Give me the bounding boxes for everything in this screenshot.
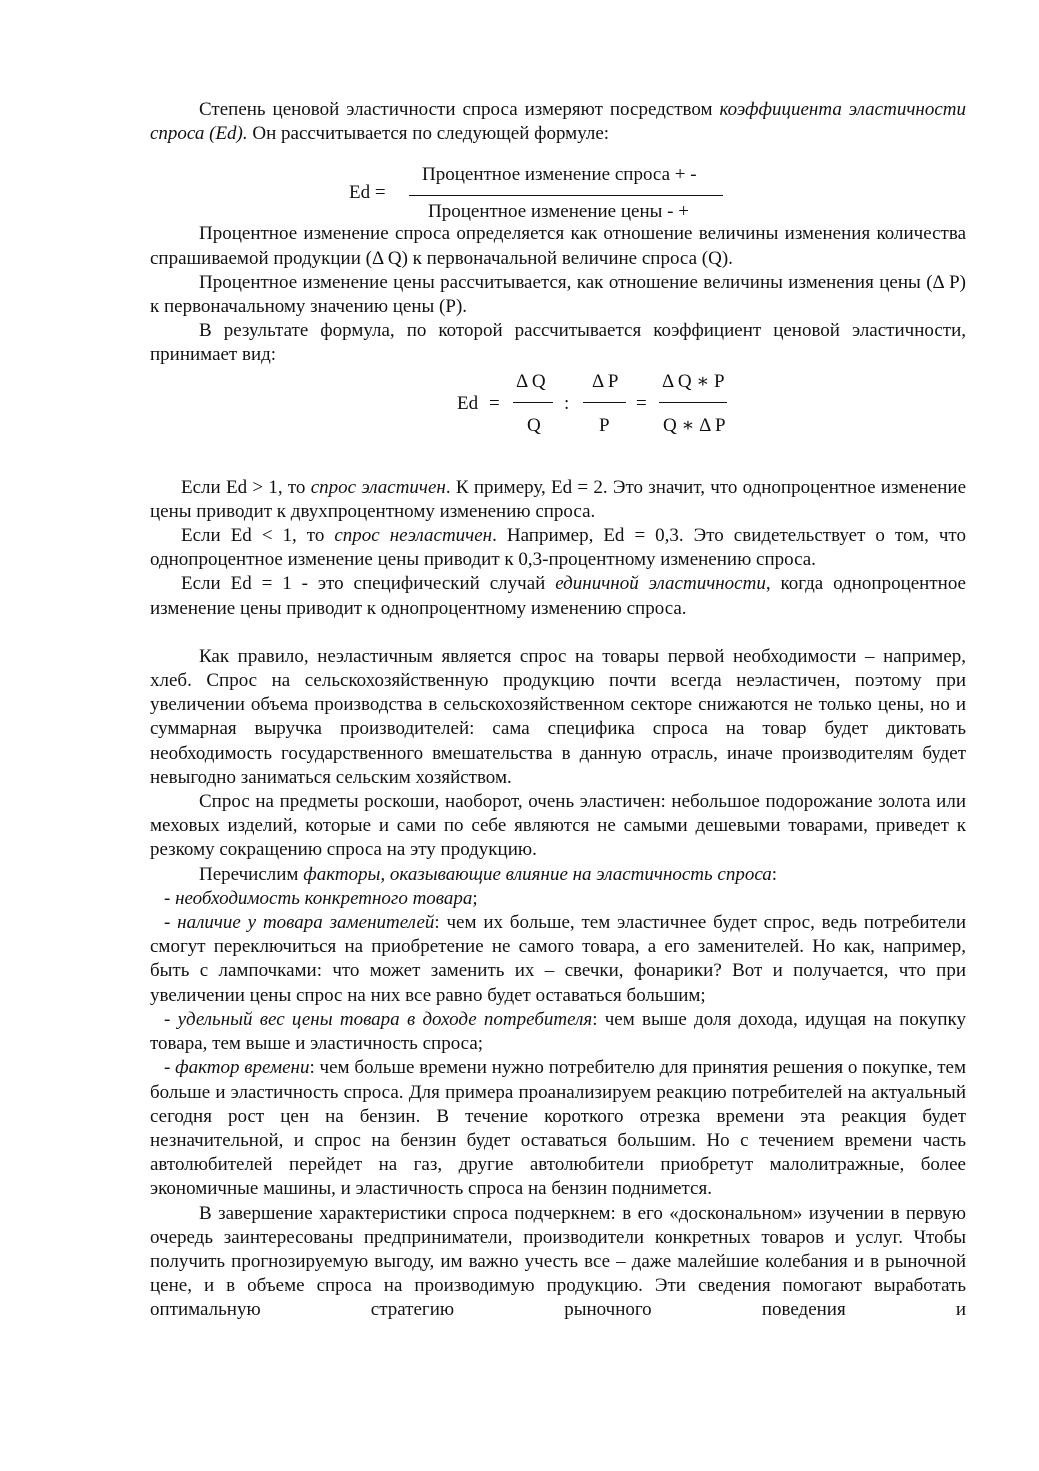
- fraction1-denominator: Q: [527, 414, 541, 436]
- term-unit-elasticity: единичной эластичности: [555, 573, 766, 595]
- term-factors: факторы, оказывающие влияние на эластичность спроса: [303, 863, 772, 885]
- paragraph-conclusion: В завершение характеристики спроса подчеркнем: в его «доскональном» изучении в первую очередь заинтересованы предприниматели, производители конкретных товаров и услуг. Чтобы получить прогнозируемую выгоду, им важно учесть все – даже малейшие колебания и в рыночной цене, и в объеме спроса на производимую продукцию. Эти сведения помогают выработать оптимальную стратегию рыночного поведения и: [150, 1202, 966, 1321]
- paragraph-intro: Степень ценовой эластичности спроса измеряют посредством коэффициента эластичности спроса (Ed). Он рассчитывается по следующей формуле:: [150, 99, 966, 145]
- paragraph-factors-intro: Перечислим факторы, оказывающие влияние на эластичность спроса:: [199, 863, 778, 885]
- fraction2-bar: [583, 402, 626, 403]
- term-inelastic-demand: спрос неэластичен: [334, 525, 493, 547]
- paragraph-inelastic: Если Ed < 1, то спрос неэластичен. Например, Ed = 0,3. Это свидетельствует о том, что однопроцентное изменение цены приводит к 0,3-процентному изменению спроса.: [150, 525, 966, 571]
- paragraph-result-formula: В результате формула, по которой рассчитывается коэффициент ценовой эластичности, принимает вид:: [150, 320, 966, 366]
- paragraph-unit-elastic: Если Ed = 1 - это специфический случай единичной эластичности, когда однопроцентное изменение цены приводит к однопроцентному изменению спроса.: [150, 573, 966, 619]
- paragraph-elastic: Если Ed > 1, то спрос эластичен. К примеру, Ed = 2. Это значит, что однопроцентное изменение цены приводит к двухпроцентному изменению спроса.: [150, 476, 967, 522]
- spacer: [150, 464, 966, 476]
- fraction2-numerator: Δ P: [592, 370, 619, 392]
- paragraph-price-change: Процентное изменение цены рассчитывается, как отношение величины изменения цены (Δ P) к первоначальному значению цены (P).: [150, 271, 966, 318]
- document-page: [150, 98, 966, 1323]
- formula-lhs: Ed =: [349, 182, 386, 204]
- paragraph-necessities: Как правило, неэластичным является спрос на товары первой необходимости – например, хлеб. Спрос на сельскохозяйственную продукцию почти всегда неэластичен, поэтому при увеличении объема производства в сельскохозяйственном секторе снижаются не только цены, но и суммарная выручка производителей: сама специфика спроса на товар будет диктовать необходимость государственного вмешательства в данную отрасль, иначе производителям будет невыгодно заниматься сельским хозяйством.: [150, 645, 966, 788]
- list-item-time-factor: - фактор времени: чем больше времени нужно потребителю для принятия решения о покупке, тем больше и эластичность спроса. Для примера проанализируем реакцию потребителей на актуальный сегодня рост цен на бензин. В течение короткого отрезка времени эта реакция будет незначительной, и спрос на бензин будет оставаться большим. Но с течением времени часть автолюбителей перейдет на газ, другие автолюбители приобретут малолитражные, более экономичные машины, и эластичность спроса на бензин поднимется.: [150, 1057, 966, 1200]
- fraction1-bar: [513, 402, 553, 403]
- formula-elasticity: [150, 372, 966, 464]
- list-item-necessity: - необходимость конкретного товара;: [164, 887, 478, 909]
- formula2-equals-second: =: [636, 392, 647, 414]
- formula2-colon: :: [564, 392, 570, 414]
- term-elastic-demand: спрос эластичен: [310, 476, 446, 498]
- list-item-substitutes: - наличие у товара заменителей: чем их больше, тем эластичнее будет спрос, ведь потребители смогут переключиться на приобретение не самого товара, а его заменителей. Но как, например, быть с лампочками: что может заменить их – свечки, фонарики? Вот и получается, что при увеличении цены спрос на них все равно будет оставаться большим;: [150, 912, 966, 1006]
- fraction3-denominator: Q ∗ Δ P: [663, 414, 726, 436]
- fraction1-numerator: Δ Q: [516, 370, 546, 392]
- formula-percent-change: [150, 163, 966, 222]
- formula2-lhs: Ed: [457, 392, 479, 414]
- fraction-bar: [409, 195, 723, 196]
- list-item-income-share: - удельный вес цены товара в доходе потребителя: чем выше доля дохода, идущая на покупку товара, тем выше и эластичность спроса;: [150, 1008, 967, 1055]
- formula-denominator: Процентное изменение цены - +: [428, 201, 689, 223]
- term-elasticity-coefficient: коэффициента эластичности спроса (Ed).: [150, 99, 966, 145]
- formula-numerator: Процентное изменение спроса + -: [422, 164, 697, 186]
- fraction2-denominator: P: [599, 414, 610, 436]
- formula2-equals: =: [489, 392, 500, 414]
- fraction3-bar: [659, 402, 727, 403]
- paragraph-luxury: Спрос на предметы роскоши, наоборот, очень эластичен: небольшое подорожание золота или меховых изделий, которые и сами по себе являются не самыми дешевыми товарами, приведет к резкому сокращению спроса на эту продукцию.: [150, 791, 966, 861]
- fraction3-numerator: Δ Q ∗ P: [662, 370, 725, 392]
- spacer: [150, 621, 966, 645]
- paragraph-demand-change: Процентное изменение спроса определяется как отношение величины изменения количества спрашиваемой продукции (Δ Q) к первоначальной величине спроса (Q).: [150, 223, 966, 269]
